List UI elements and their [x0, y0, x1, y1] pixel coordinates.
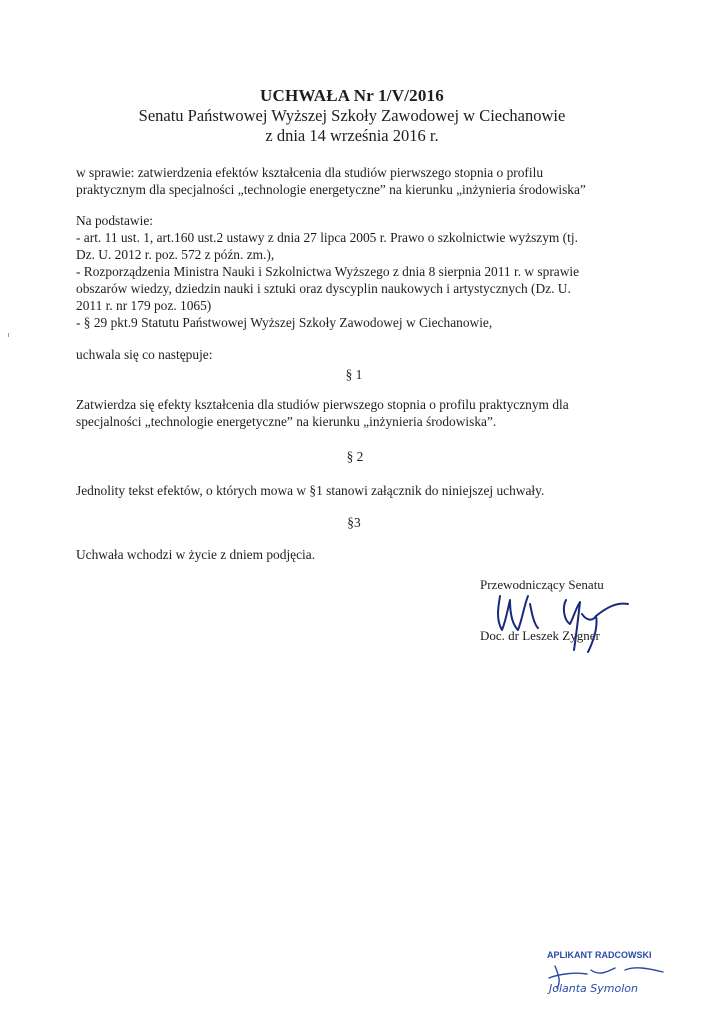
section-1-mark: § 1 — [345, 367, 363, 382]
handwritten-signature — [488, 590, 648, 662]
section-line: Jednolity tekst efektów, o których mowa w §1 stanowi załącznik do niniejszej uchwały. — [76, 483, 545, 498]
legal-basis-line: - art. 11 ust. 1, art.160 ust.2 ustawy z dnia 27 lipca 2005 r. Prawo o szkolnictwie wyższym (tj. — [76, 230, 578, 245]
section-line: Zatwierdza się efekty kształcenia dla studiów pierwszego stopnia o profilu praktycznym dla — [76, 397, 569, 412]
legal-basis-line: 2011 r. nr 179 poz. 1065) — [76, 298, 212, 313]
margin-mark — [8, 333, 9, 337]
legal-basis — [76, 212, 636, 331]
resolution-date: z dnia 14 września 2016 r. — [265, 126, 439, 145]
signatory-name: Doc. dr Leszek Zygner — [480, 628, 600, 643]
stamp-name: Jolanta Symolon — [549, 982, 638, 995]
legal-basis-line: obszarów wiedzy, dziedzin nauki i sztuki oraz dyscyplin naukowych i artystycznych (Dz. U. — [76, 281, 571, 296]
legal-basis-heading: Na podstawie: — [76, 213, 153, 228]
section-3-mark: §3 — [347, 515, 361, 530]
section-2-text — [76, 482, 636, 499]
section-2-mark: § 2 — [346, 449, 364, 464]
subject-line: w sprawie: zatwierdzenia efektów kształcenia dla studiów pierwszego stopnia o profilu — [76, 165, 544, 180]
resolution-subject — [76, 164, 636, 198]
legal-basis-line: - § 29 pkt.9 Statutu Państwowej Wyższej Szkoły Zawodowej w Ciechanowie, — [76, 315, 493, 330]
section-line: Uchwała wchodzi w życie z dniem podjęcia. — [76, 547, 316, 562]
attorney-trainee-stamp — [535, 948, 675, 996]
section-1-text — [76, 396, 636, 430]
signatory-title: Przewodniczący Senatu — [480, 577, 604, 592]
resolution-issuer: Senatu Państwowej Wyższej Szkoły Zawodowej w Ciechanowie — [138, 106, 566, 125]
stamp-title: APLIKANT RADCOWSKI — [547, 950, 652, 960]
legal-basis-line: Dz. U. 2012 r. poz. 572 z późn. zm.), — [76, 247, 275, 262]
resolution-title: UCHWAŁA Nr 1/V/2016 — [260, 86, 444, 105]
resolves-statement: uchwala się co następuje: — [76, 347, 213, 362]
subject-line: praktycznym dla specjalności „technologie energetyczne” na kierunku „inżynieria środowiska” — [76, 182, 586, 197]
document-header — [0, 86, 704, 146]
section-line: specjalności „technologie energetyczne” na kierunku „inżynieria środowiska”. — [76, 414, 497, 429]
section-3-text — [76, 546, 636, 563]
legal-basis-line: - Rozporządzenia Ministra Nauki i Szkolnictwa Wyższego z dnia 8 sierpnia 2011 r. w sprawie — [76, 264, 580, 279]
